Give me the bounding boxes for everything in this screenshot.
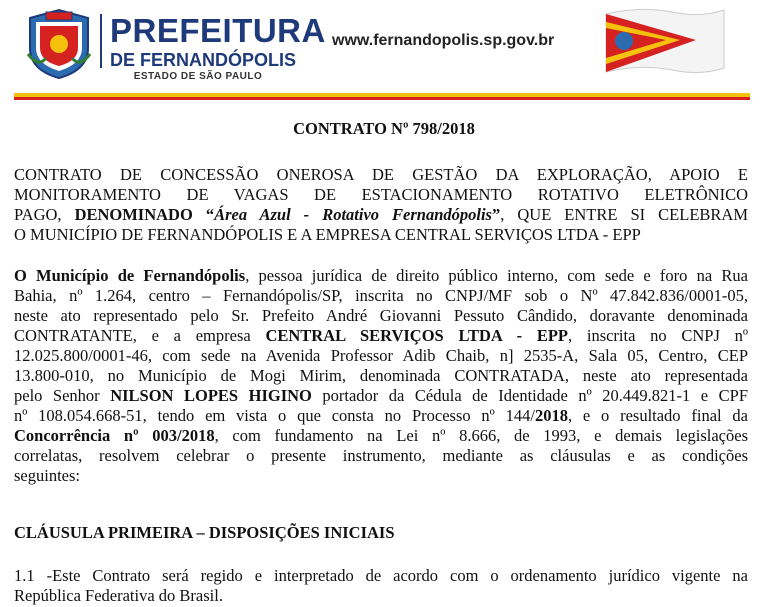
letterhead xyxy=(0,0,768,100)
body-line: correlatas, resolvem celebrar o presente instrumento, mediante as cláusulas e as condições xyxy=(14,446,748,465)
header-band-red xyxy=(14,97,750,100)
org-line-1: PREFEITURA xyxy=(110,12,326,49)
website-url: www.fernandopolis.sp.gov.br xyxy=(332,32,555,49)
body-line: neste ato representado pelo Sr. Prefeito André Giovanni Pessuto Cândido, doravante denominada xyxy=(14,306,748,325)
body-line: seguintes: xyxy=(14,466,80,485)
clause-line: 1.1 -Este Contrato será regido e interpretado de acordo com o ordenamento jurídico vigente na xyxy=(14,566,748,585)
org-line-2: DE FERNANDÓPOLIS xyxy=(110,50,297,70)
clause-1-1 xyxy=(14,566,748,606)
intro-line: CONTRATO DE CONCESSÃO ONEROSA DE GESTÃO DA EXPLORAÇÃO, APOIO E xyxy=(14,165,748,184)
intro-line: PAGO, DENOMINADO “Área Azul - Rotativo Fernandópolis”, QUE ENTRE SI CELEBRAM xyxy=(14,205,748,224)
body-line: CONTRATANTE, e a empresa CENTRAL SERVIÇOS LTDA - EPP, inscrita no CNPJ nº xyxy=(14,326,749,345)
intro-line: O MUNICÍPIO DE FERNANDÓPOLIS E A EMPRESA CENTRAL SERVIÇOS LTDA - EPP xyxy=(14,225,641,244)
header-divider xyxy=(100,14,102,68)
body-line: O Município de Fernandópolis, pessoa jurídica de direito público interno, com sede e foro na Rua xyxy=(14,266,748,285)
municipal-crest-icon xyxy=(24,8,94,80)
body-line: pelo Senhor NILSON LOPES HIGINO portador da Cédula de Identidade nº 20.449.821-1 e CPF xyxy=(14,386,748,405)
organization-name xyxy=(110,14,326,83)
contract-intro xyxy=(14,165,748,245)
org-line-3: ESTADO DE SÃO PAULO xyxy=(133,71,263,82)
body-line: 12.025.800/0001-46, com sede na Avenida Professor Adib Chaib, n] 2535-A, Sala 05, Centro, CEP xyxy=(14,346,748,365)
contract-parties xyxy=(14,266,748,486)
body-line: Concorrência nº 003/2018, com fundamento na Lei nº 8.666, de 1993, e demais legislações xyxy=(14,426,748,445)
body-line: nº 108.054.668-51, tendo em vista o que consta no Processo nº 144/2018, e o resultado final da xyxy=(14,406,748,425)
clause-line: República Federativa do Brasil. xyxy=(14,586,223,605)
body-line: 13.800-010, no Município de Mogi Mirim, denominada CONTRATADA, neste ato representada xyxy=(14,366,748,385)
clause-heading: CLÁUSULA PRIMEIRA – DISPOSIÇÕES INICIAIS xyxy=(14,523,395,542)
body-line: Bahia, nº 1.264, centro – Fernandópolis/SP, inscrita no CNPJ/MF sob o Nº 47.842.836/0001-05, xyxy=(14,286,748,305)
municipal-flag-icon xyxy=(600,4,730,82)
contract-title: CONTRATO Nº 798/2018 xyxy=(293,119,475,138)
intro-line: MONITORAMENTO DE VAGAS DE ESTACIONAMENTO ROTATIVO ELETRÔNICO xyxy=(14,185,748,204)
